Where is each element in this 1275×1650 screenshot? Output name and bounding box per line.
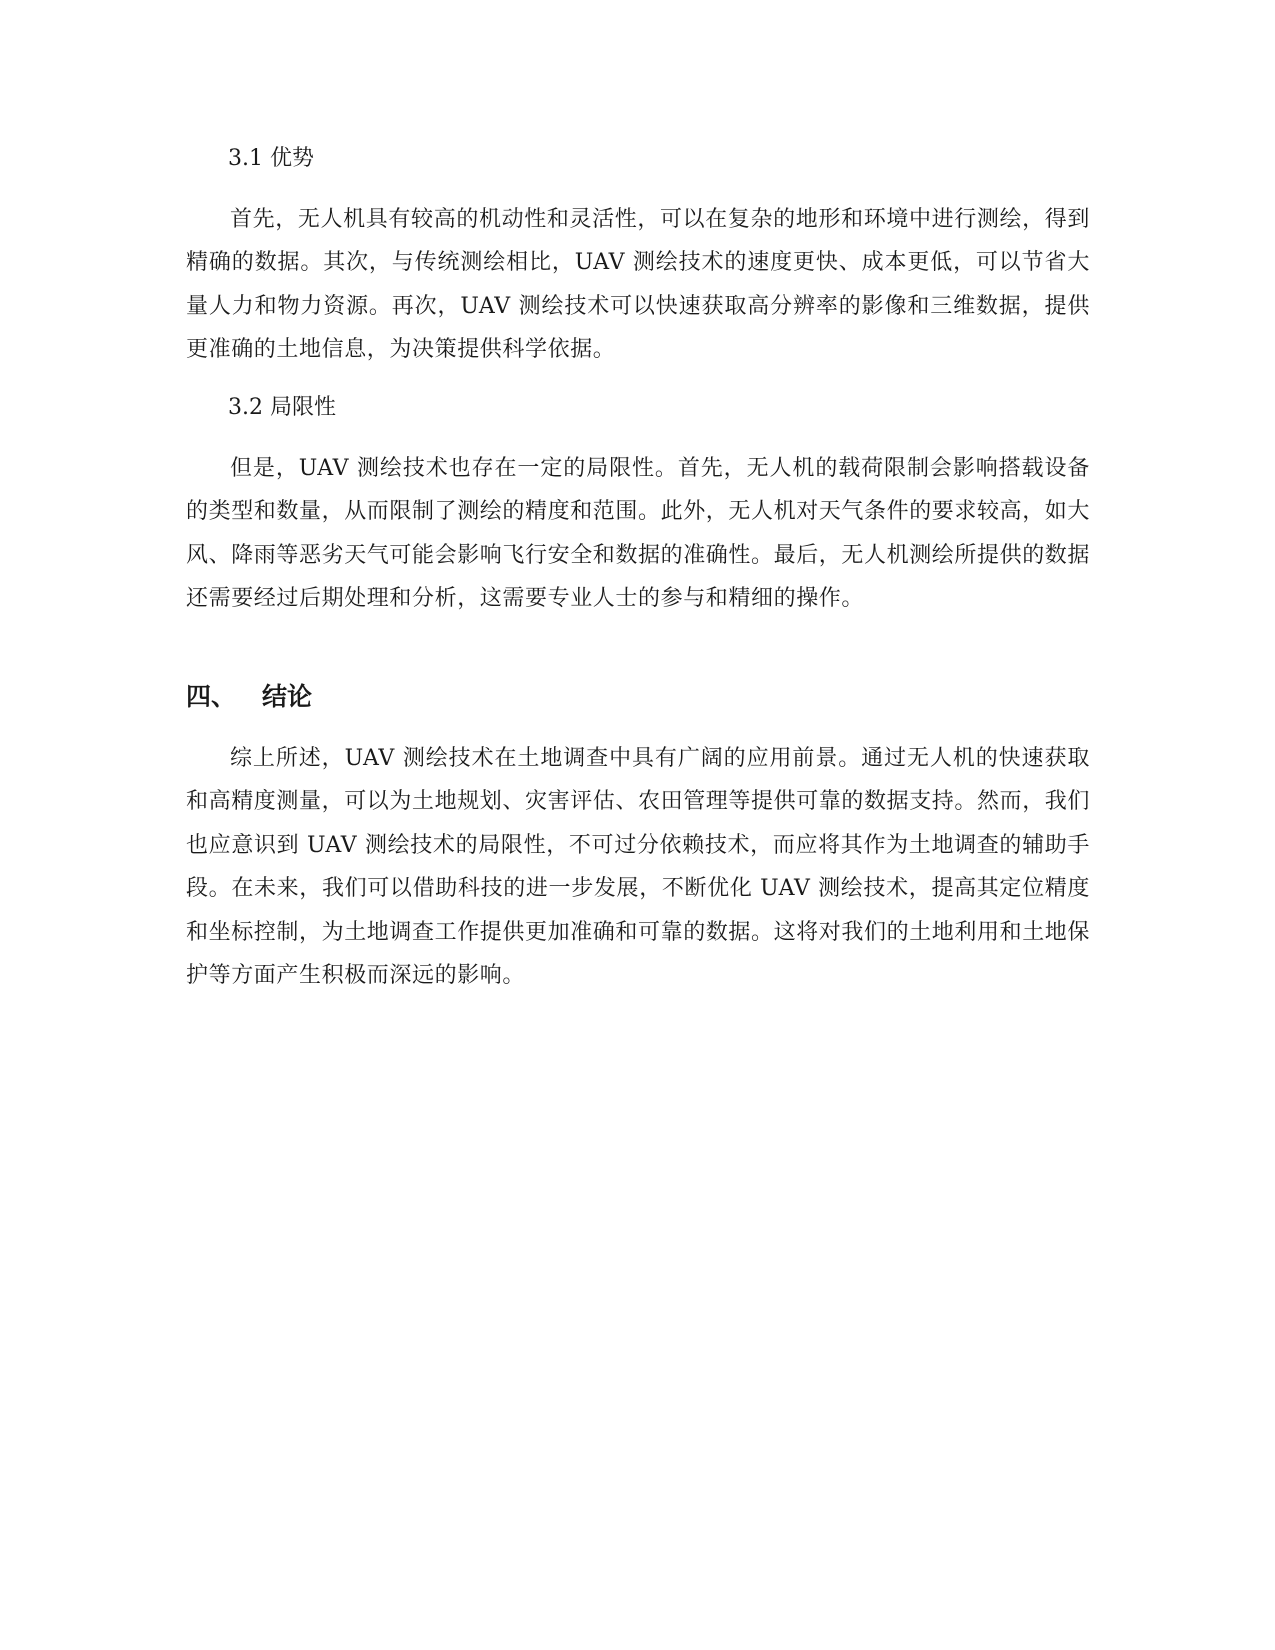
subsection-heading-3-1: 3.1 优势: [228, 146, 314, 171]
section-title: 结论: [262, 682, 313, 711]
paragraph-limitations: 但是，UAV 测绘技术也存在一定的局限性。首先，无人机的载荷限制会影响搭载设备的类型和数量，从而限制了测绘的精度和范围。此外，无人机对天气条件的要求较高，如大风、降雨等恶劣天气可能会影响飞行安全和数据的准确性。最后，无人机测绘所提供的数据还需要经过后期处理和分析，这需要专业人士的参与和精细的操作。: [186, 456, 1091, 612]
section-number: 四、: [186, 682, 237, 711]
section-heading-conclusion: [186, 681, 312, 713]
document-page: [186, 0, 1090, 1650]
paragraph-advantages: 首先，无人机具有较高的机动性和灵活性，可以在复杂的地形和环境中进行测绘，得到精确的数据。其次，与传统测绘相比，UAV 测绘技术的速度更快、成本更低，可以节省大量人力和物力资源。再次，UAV 测绘技术可以快速获取高分辨率的影像和三维数据，提供更准确的土地信息，为决策提供科学依据。: [186, 207, 1090, 363]
subsection-heading-3-2: 3.2 局限性: [228, 395, 336, 420]
paragraph-conclusion: 综上所述，UAV 测绘技术在土地调查中具有广阔的应用前景。通过无人机的快速获取和高精度测量，可以为土地规划、灾害评估、农田管理等提供可靠的数据支持。然而，我们也应意识到 UAV 测绘技术的局限性，不可过分依赖技术，而应将其作为土地调查的辅助手段。在未来，我们可以借助科技的进一步发展，不断优化 UAV 测绘技术，提高其定位精度和坐标控制，为土地调查工作提供更加准确和可靠的数据。这将对我们的土地利用和土地保护等方面产生积极而深远的影响。: [186, 746, 1091, 989]
